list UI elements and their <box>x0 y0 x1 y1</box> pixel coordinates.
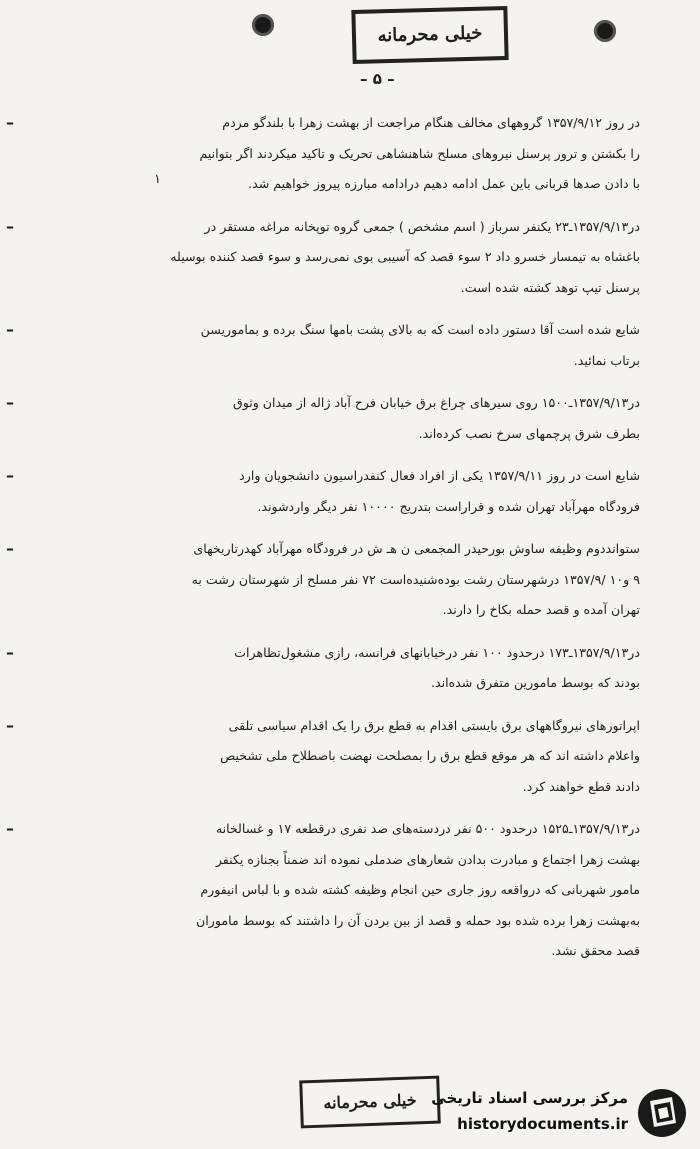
archive-logo-icon <box>636 1087 688 1139</box>
report-line: با دادن صدها قربانی باین عمل ادامه دهیم درادامه مبارزه پیروز خواهیم شد. <box>248 176 640 191</box>
report-item <box>6 638 640 699</box>
report-line: در۱۳۵۷/۹/۱۳ـ۱۷۳ درحدود ۱۰۰ نفر درخیابانهای فرانسه، رازی مشغول‌تظاهرات <box>234 644 640 660</box>
archive-name: مرکز بررسی اسناد تاریخی <box>431 1089 628 1107</box>
bullet-dash: – <box>6 113 14 132</box>
report-line: ۹ و۱۰ /۱۳۵۷/۹ درشهرستان رشت بوده‌شنیده‌است ۷۲ نفر مسلح از شهرستان رشت به <box>191 571 640 587</box>
report-line: در۱۳۵۷/۹/۱۳ـ۱۵۲۵ درحدود ۵۰۰ نفر دردسته‌های صد نفری درقطعه ۱۷ و غسالخانه <box>215 821 640 836</box>
report-line: مامور شهربانی که درواقعه روز جاری حین انجام وظیفه کشته شده و با لباس انیفورم <box>200 882 640 897</box>
report-line: شایع شده است آقا دستور داده است که به بالای پشت بامها سنگ برده و بماموریسن <box>200 322 640 337</box>
bullet-dash: – <box>6 320 14 339</box>
report-line: در روز ۱۳۵۷/۹/۱۲ گروههای مخالف هنگام مراجعت از بهشت زهرا با بلندگو مردم <box>222 115 640 130</box>
report-item <box>6 814 640 967</box>
report-line: برتاب نمائید. <box>573 352 640 368</box>
report-line: تهران آمده و قصد حمله بکاخ را دارند. <box>442 602 640 617</box>
report-item <box>6 388 640 449</box>
report-body <box>6 108 640 979</box>
report-line: بودند که بوسط مامورین متفرق شده‌اند. <box>430 675 640 690</box>
report-line: به‌بهشت زهرا برده شده بود حمله و قصد از بین بردن آن را داشتند که بوسط ماموران <box>196 912 640 928</box>
bullet-dash: – <box>6 216 14 236</box>
report-item <box>6 108 640 200</box>
archive-watermark <box>430 1085 694 1145</box>
report-item <box>6 711 640 803</box>
report-line: پرسنل تیپ توهد کشته شده است. <box>460 279 640 295</box>
report-line: باغشاه به تیمسار خسرو داد ۲ سوء قصد که آسیبی بوی نمی‌رسد و سوء قصد کننده بوسیله <box>170 249 640 264</box>
archive-url: historydocuments.ir <box>457 1115 628 1133</box>
report-item <box>6 315 640 376</box>
report-line: فرودگاه مهرآباد تهران شده و قراراست بتدریج ۱۰۰۰۰ نفر دیگر واردشوند. <box>257 498 640 514</box>
bullet-dash: – <box>6 819 14 838</box>
punch-hole-right <box>594 20 616 42</box>
classification-stamp-bottom: خیلی محرمانه <box>299 1076 441 1129</box>
report-line: بطرف شرق پرچمهای سرخ نصب کرده‌اند. <box>418 425 640 441</box>
report-item <box>6 212 640 304</box>
report-line: قصد محقق نشد. <box>551 943 640 958</box>
report-line: را بکشتن و ترور پرسنل نیروهای مسلح شاهنشاهی تحریک و تاکید میکردند اگر بتوانیم <box>199 145 640 161</box>
report-line: دادند قطع خواهند کرد. <box>522 778 640 794</box>
bullet-dash: – <box>6 466 14 485</box>
report-line: شایع است در روز ۱۳۵۷/۹/۱۱ یکی از افراد فعال کنفدراسیون دانشجویان وارد <box>239 468 640 483</box>
report-line: در۱۳۵۷/۹/۱۳ـ۲۳ یکنفر سرباز ( اسم مشخص ) جمعی گروه توپخانه مراغه مستقر در <box>204 218 640 234</box>
report-line: اپراتورهای نیروگاههای برق بایستی اقدام به قطع برق را یک اقدام سیاسی تلقی <box>228 717 640 733</box>
bullet-dash: – <box>6 715 14 735</box>
report-line: ستوانددوم وظیفه ساوش بورحیدر المجمعی ن هـ ش در فرودگاه مهرآباد کهدرتاریخهای <box>193 541 640 556</box>
punch-hole-left <box>252 14 274 36</box>
report-item <box>6 461 640 522</box>
bullet-dash: – <box>6 539 14 558</box>
report-line: بهشت زهرا اجتماع و مبادرت بدادن شعارهای ضدملی نموده اند ضمناً بجنازه یکنفر <box>215 851 640 867</box>
report-line: واعلام داشته اند که هر موقع قطع برق را بمصلحت نهضت باصطلاح ملی تشخیص <box>220 748 640 763</box>
bullet-dash: – <box>6 393 14 412</box>
footnote-mark: ۱ <box>154 172 161 187</box>
page-number: – ۵ – <box>360 70 395 88</box>
bullet-dash: – <box>6 642 14 662</box>
classification-stamp-top: خیلی محرمانه <box>351 6 508 64</box>
report-line: در۱۳۵۷/۹/۱۳ـ۱۵۰۰ روی سیرهای چراغ برق خیابان فرح آباد ژاله از میدان وثوق <box>232 395 640 410</box>
report-item <box>6 534 640 626</box>
